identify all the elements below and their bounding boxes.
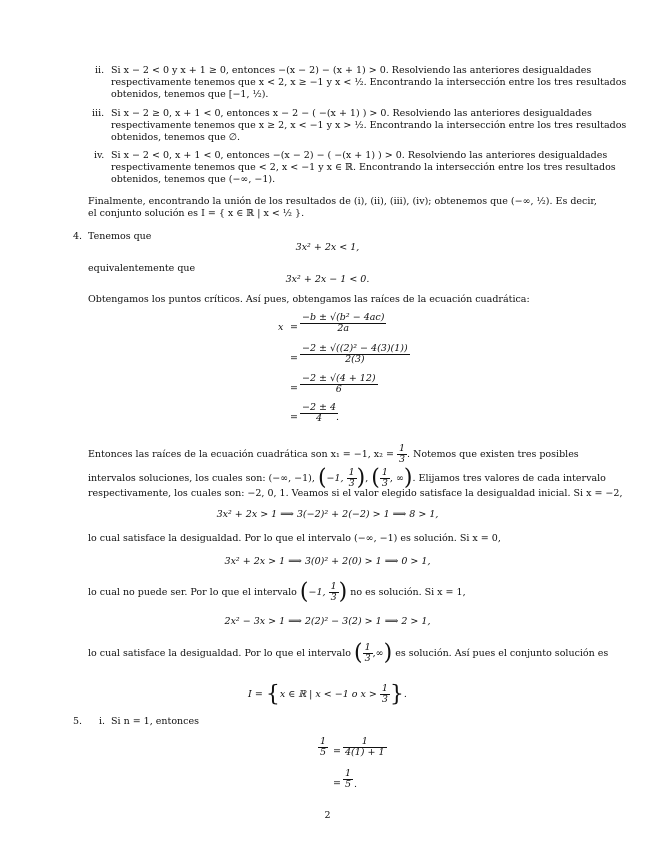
fraction bbox=[300, 374, 378, 395]
fraction-one-third bbox=[347, 468, 357, 489]
equals-sign: = bbox=[333, 746, 341, 757]
text-span: intervalos soluciones, los cuales son: (−∞, −1), bbox=[88, 473, 315, 484]
fraction bbox=[343, 737, 387, 758]
problem-number: 4. bbox=[73, 231, 83, 242]
text-span: Entonces las raíces de la ecuación cuadrática son x₁ = −1, x₂ = bbox=[88, 449, 394, 460]
inequality-1: 3x² + 2x < 1, bbox=[295, 242, 360, 253]
denominator: 3 bbox=[330, 592, 337, 603]
numerator: 1 bbox=[343, 737, 387, 748]
numerator: 1 bbox=[345, 768, 352, 779]
satisf3-line: lo cual satisface la desigualdad. Por lo que el intervalo ( $\frac{1}{3}$ ,∞) es solución. Así pues el conjunto solución es bbox=[88, 640, 609, 666]
text-span: ,∞ bbox=[372, 648, 384, 659]
text-line: obtenidos, tenemos que [−1, ½). bbox=[111, 89, 269, 100]
numerator: −2 ± 4 bbox=[302, 402, 337, 413]
text-span: . Elijamos tres valores de cada intervalo bbox=[412, 473, 606, 484]
numerator: 1 bbox=[381, 467, 388, 478]
denominator: 3 bbox=[364, 653, 371, 664]
text-line: respectivamente tenemos que < 2, x < −1 y x ∈ ℝ. Encontrando la intersección entre los tres resultados bbox=[111, 162, 616, 173]
roots-line bbox=[88, 444, 579, 465]
numerator: 1 bbox=[330, 581, 337, 592]
denominator: 5 bbox=[320, 747, 327, 758]
text-line: respectivamente tenemos que x < 2, x ≥ −1 y x < ½. Encontrando la intersección entre los tres resultados bbox=[111, 77, 627, 88]
period: . bbox=[336, 412, 340, 423]
text-span: −1, bbox=[326, 473, 344, 484]
denominator: 4(1) + 1 bbox=[345, 747, 385, 758]
fraction bbox=[343, 769, 353, 790]
text-span: lo cual no puede ser. Por lo que el intervalo bbox=[88, 587, 297, 598]
denominator: 5 bbox=[345, 779, 352, 790]
check-equation-3: 2x² − 3x > 1 ⟹ 2(2)² − 3(2) > 1 ⟹ 2 > 1, bbox=[224, 616, 431, 627]
text-line: obtenidos, tenemos que ∅. bbox=[111, 132, 241, 143]
denominator: 3 bbox=[381, 694, 388, 705]
denominator: 3 bbox=[348, 478, 355, 489]
item-label: iv. bbox=[94, 150, 105, 161]
text-line: Si x − 2 < 0 y x + 1 ≥ 0, entonces −(x − 2) − (x + 1) > 0. Resolviendo las anteriores desigualdades bbox=[111, 65, 592, 76]
denominator: 3 bbox=[381, 478, 388, 489]
fraction bbox=[300, 344, 410, 365]
text-line: Obtengamos los puntos críticos. Así pues, obtengamos las raíces de la ecuación cuadrática: bbox=[88, 294, 530, 305]
fraction-one-third bbox=[380, 684, 390, 705]
page-number: 2 bbox=[324, 810, 331, 821]
item-label: iii. bbox=[92, 108, 105, 119]
text-line: Si n = 1, entonces bbox=[111, 716, 199, 727]
text-line: Finalmente, encontrando la unión de los resultados de (i), (ii), (iii), (iv); obtenemos que (−∞, ½). Es decir, bbox=[88, 196, 597, 207]
text-line: Si x − 2 < 0, x + 1 < 0, entonces −(x − 2) − ( −(x + 1) ) > 0. Resolviendo las anteriores desigualdades bbox=[111, 150, 608, 161]
text-span: −1, bbox=[308, 587, 326, 598]
inequality-2: 3x² + 2x − 1 < 0. bbox=[285, 274, 370, 285]
equals-sign: = bbox=[290, 383, 298, 394]
denominator: 2(3) bbox=[345, 354, 365, 365]
fraction-one-third bbox=[380, 468, 390, 489]
fraction-one-third bbox=[329, 582, 339, 603]
text-span: I = bbox=[248, 689, 263, 700]
text-span: , ∞ bbox=[389, 473, 404, 484]
numerator: 1 bbox=[348, 467, 355, 478]
fraction-one-third bbox=[397, 444, 407, 465]
text-span: x ∈ ℝ | x < −1 o x > bbox=[279, 689, 377, 700]
text-line: lo cual satisface la desigualdad. Por lo que el intervalo (−∞, −1) es solución. Si x = 0, bbox=[88, 533, 501, 544]
fraction bbox=[318, 737, 328, 758]
check-equation-2: 3x² + 2x > 1 ⟹ 3(0)² + 2(0) > 1 ⟹ 0 > 1, bbox=[224, 556, 431, 567]
denominator: 6 bbox=[335, 384, 342, 395]
fraction-one-third bbox=[363, 643, 373, 664]
text-span: lo cual satisface la desigualdad. Por lo que el intervalo bbox=[88, 648, 351, 659]
text-span: . Notemos que existen tres posibles bbox=[407, 449, 579, 460]
text-line: equivalentemente que bbox=[88, 263, 196, 274]
intervals-line: intervalos soluciones, los cuales son: (−∞, −1), (−1, $\frac{1}{3}$ ), ( $\frac{1}{3}$ , ∞). Elijamos tres valores de cada intervalo bbox=[88, 465, 606, 491]
text-line: Si x − 2 ≥ 0, x + 1 < 0, entonces x − 2 − ( −(x + 1) ) > 0. Resolviendo las anteriores desigualdades bbox=[111, 108, 592, 119]
nopuede-line: lo cual no puede ser. Por lo que el intervalo (−1, $\frac{1}{3}$ ) no es solución. Si x = 1, bbox=[88, 579, 466, 605]
equals-sign: = bbox=[290, 412, 298, 423]
text-line: el conjunto solución es I = { x ∈ ℝ | x < ½ }. bbox=[88, 208, 305, 219]
text-line: obtenidos, tenemos que (−∞, −1). bbox=[111, 174, 276, 185]
text-line: Tenemos que bbox=[88, 231, 152, 242]
equals-sign: = bbox=[290, 353, 298, 364]
problem-number: 5. bbox=[73, 716, 83, 727]
final-solution-set: I = {x ∈ ℝ | x < −1 o x > $\frac{1}{3}$ }. bbox=[248, 682, 407, 707]
denominator: 4 bbox=[316, 413, 323, 424]
numerator: 1 bbox=[364, 642, 371, 653]
equals-sign: = bbox=[290, 322, 298, 333]
numerator: 1 bbox=[398, 443, 406, 454]
numerator: −2 ± √(4 + 12) bbox=[302, 373, 376, 384]
item-label: i. bbox=[99, 716, 106, 727]
denominator: 3 bbox=[398, 454, 406, 465]
numerator: −2 ± √((2)² − 4(3)(1)) bbox=[302, 343, 408, 354]
item-label: ii. bbox=[95, 65, 105, 76]
numerator: 1 bbox=[320, 736, 327, 747]
period: . bbox=[354, 779, 358, 790]
text-line: respectivamente tenemos que x ≥ 2, x < −1 y x > ½. Encontrando la intersección entre los tres resultados bbox=[111, 120, 627, 131]
text-line: respectivamente, los cuales son: −2, 0, 1. Veamos si el valor elegido satisface la desigualdad inicial. Si x = −2, bbox=[88, 488, 623, 499]
equals-sign: = bbox=[333, 778, 341, 789]
var-x: x bbox=[278, 322, 284, 333]
fraction bbox=[300, 403, 338, 424]
text-span: es solución. Así pues el conjunto solución es bbox=[395, 648, 609, 659]
text-span: no es solución. Si x = 1, bbox=[350, 587, 466, 598]
fraction bbox=[300, 313, 386, 334]
numerator: 1 bbox=[381, 683, 388, 694]
denominator: 2a bbox=[337, 323, 350, 334]
check-equation-1: 3x² + 2x > 1 ⟹ 3(−2)² + 2(−2) > 1 ⟹ 8 > 1, bbox=[216, 509, 439, 520]
numerator: −b ± √(b² − 4ac) bbox=[302, 312, 385, 323]
